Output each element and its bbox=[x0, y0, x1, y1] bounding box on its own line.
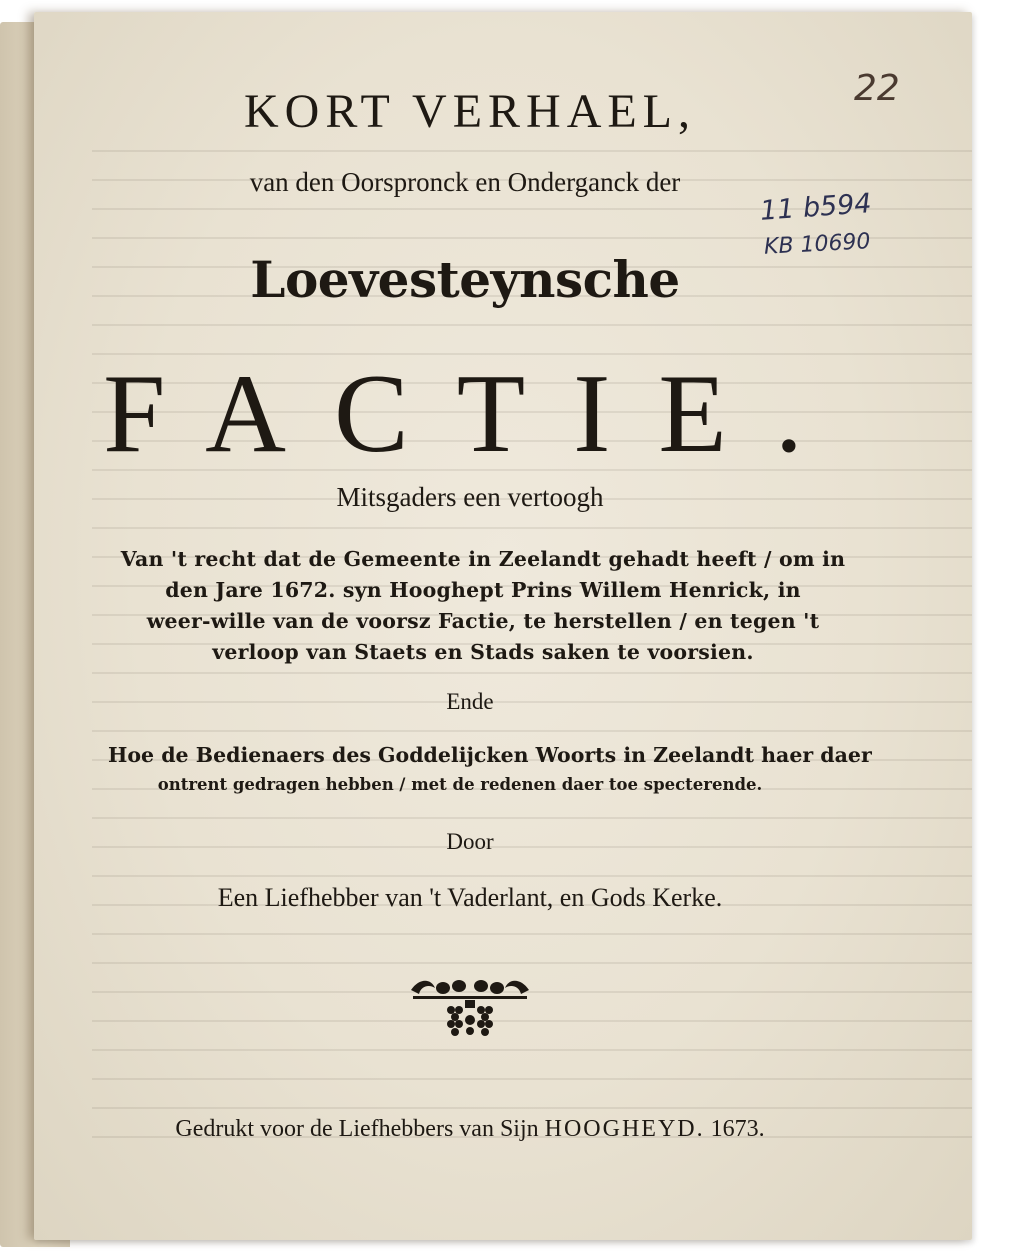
body-line-4: verloop van Staets en Stads saken te voorsien. bbox=[212, 640, 754, 664]
body-line-2: den Jare 1672. syn Hooghept Prins Willem Henrick, in bbox=[165, 578, 801, 602]
title-line-3: Loevesteynsche bbox=[250, 250, 680, 309]
body-line-3: weer-wille van de voorsz Factie, te herstellen / en tegen 't bbox=[146, 609, 820, 633]
page-number-annotation: 22 bbox=[854, 68, 900, 109]
shelfmark-annotation-2: KB 10690 bbox=[763, 229, 872, 260]
author-line: Een Liefhebber van 't Vaderlant, en Gods Kerke. bbox=[217, 883, 723, 912]
hoe-line-1: Hoe de Bedienaers des Goddelijcken Woorts in Zeelandt haer daer bbox=[108, 743, 872, 767]
ende-label: Ende bbox=[446, 689, 494, 714]
imprint-hoogheyd: HOOGHEYD. bbox=[544, 1116, 705, 1142]
imprint-text: Gedrukt voor de Liefhebbers van Sijn bbox=[175, 1116, 545, 1142]
title-line-1: KORT VERHAEL, bbox=[243, 85, 696, 138]
door-label: Door bbox=[446, 829, 494, 854]
printer-ornament-icon bbox=[405, 976, 535, 1046]
shelfmark-annotation-1: 11 b594 bbox=[759, 188, 873, 227]
imprint-line bbox=[120, 1116, 820, 1143]
body-line-1: Van 't recht dat de Gemeente in Zeelandt gehadt heeft / om in bbox=[120, 547, 846, 571]
subtitle: Mitsgaders een vertoogh bbox=[336, 482, 604, 512]
imprint-year: 1673. bbox=[704, 1116, 765, 1142]
title-line-2: van den Oorspronck en Onderganck der bbox=[249, 167, 681, 197]
title-line-4: FACTIE. bbox=[103, 352, 851, 476]
hoe-line-2: ontrent gedragen hebben / met de redenen daer toe specterende. bbox=[157, 775, 763, 794]
